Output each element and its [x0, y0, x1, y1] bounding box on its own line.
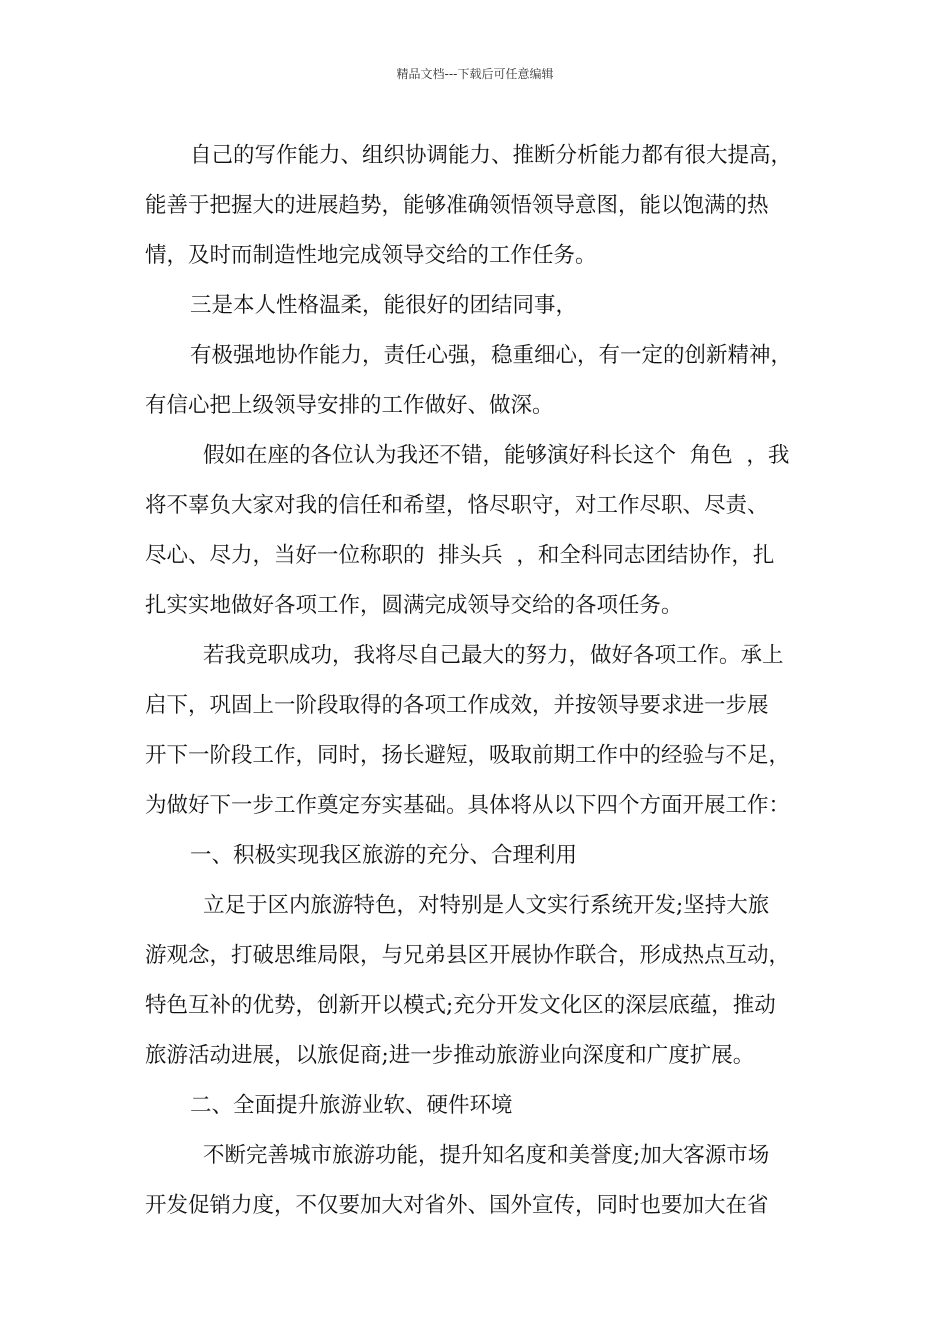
- paragraph: [145, 431, 825, 631]
- text-line: 二、全面提升旅游业软、硬件环境: [190, 1093, 513, 1118]
- text-line: 立足于区内旅游特色，对特别是人文实行系统开发;坚持大旅: [203, 893, 770, 918]
- text-line: 自己的写作能力、组织协调能力、推断分析能力都有很大提高，: [190, 143, 793, 168]
- text-line: 若我竞职成功，我将尽自己最大的努力，做好各项工作。承上: [203, 643, 784, 668]
- text-line: 能善于把握大的进展趋势，能够准确领悟领导意图，能以饱满的热: [145, 193, 769, 218]
- section-heading: [145, 831, 825, 881]
- text-line: 尽心、尽力，当好一位称职的 排头兵 ，和全科同志团结协作，扎: [145, 543, 775, 568]
- paragraph: [145, 131, 825, 281]
- text-line: 将不辜负大家对我的信任和希望，恪尽职守，对工作尽职、尽责、: [145, 493, 769, 518]
- text-line: 特色互补的优势，创新开以模式;充分开发文化区的深层底蕴，推动: [145, 993, 776, 1018]
- paragraph: [145, 281, 825, 331]
- text-line: 有极强地协作能力，责任心强，稳重细心，有一定的创新精神，: [190, 343, 793, 368]
- text-line: 启下，巩固上一阶段取得的各项工作成效，并按领导要求进一步展: [145, 693, 769, 718]
- document-body: [145, 131, 825, 1231]
- text-line: 旅游活动进展，以旅促商;进一步推动旅游业向深度和广度扩展。: [145, 1043, 755, 1068]
- text-line: 有信心把上级领导安排的工作做好、做深。: [145, 393, 554, 418]
- paragraph: [145, 331, 825, 431]
- paragraph: [145, 881, 825, 1081]
- paragraph: [145, 631, 825, 831]
- paragraph: [145, 1131, 825, 1231]
- page-header: 精品文档---下载后可任意编辑: [396, 67, 554, 81]
- text-line: 扎实实地做好各项工作，圆满完成领导交给的各项任务。: [145, 593, 683, 618]
- section-heading: [145, 1081, 825, 1131]
- text-line: 开发促销力度，不仅要加大对省外、国外宣传，同时也要加大在省: [145, 1193, 769, 1218]
- text-line: 假如在座的各位认为我还不错，能够演好科长这个 角色 ，我: [203, 443, 790, 468]
- text-line: 开下一阶段工作，同时，扬长避短，吸取前期工作中的经验与不足，: [145, 743, 791, 768]
- text-line: 三是本人性格温柔，能很好的团结同事，: [190, 293, 578, 318]
- text-line: 一、积极实现我区旅游的充分、合理利用: [190, 843, 578, 868]
- text-line: 为做好下一步工作奠定夯实基础。具体将从以下四个方面开展工作：: [145, 793, 791, 818]
- text-line: 不断完善城市旅游功能，提升知名度和美誉度;加大客源市场: [203, 1143, 770, 1168]
- text-line: 游观念，打破思维局限，与兄弟县区开展协作联合，形成热点互动，: [145, 943, 791, 968]
- text-line: 情，及时而制造性地完成领导交给的工作任务。: [145, 243, 597, 268]
